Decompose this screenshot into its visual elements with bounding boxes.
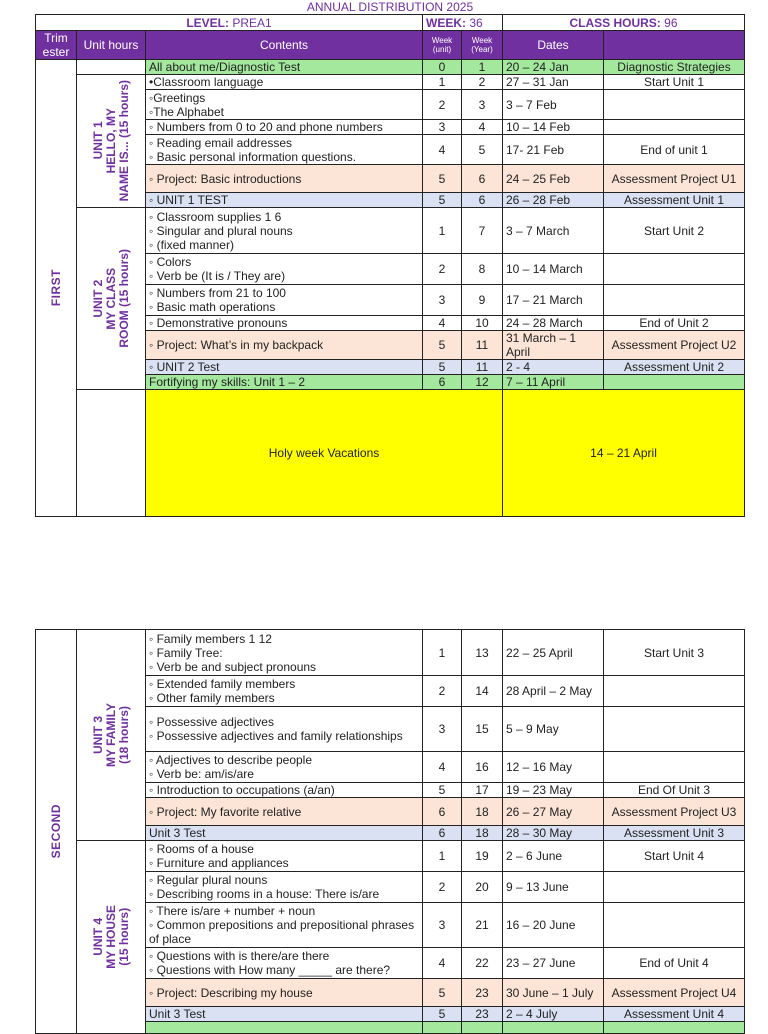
week-unit-cell: 4	[423, 135, 462, 165]
content-line: ◦ UNIT 1 TEST	[149, 193, 229, 207]
week-year-cell: 23	[462, 1007, 503, 1022]
note-cell	[604, 90, 745, 120]
note-cell	[604, 375, 745, 390]
week-unit-cell: 3	[423, 903, 462, 948]
dates-cell: 20 – 24 Jan	[503, 60, 604, 75]
dates-cell: 2 – 4 July	[503, 1007, 604, 1022]
content-cell	[146, 707, 423, 752]
unit-2-label	[77, 208, 146, 390]
content-line: All about me/Diagnostic Test	[149, 60, 301, 74]
note-cell	[604, 120, 745, 135]
dates-cell: 31 March – 1 April	[503, 331, 604, 360]
note-cell	[604, 872, 745, 903]
content-cell	[146, 331, 423, 360]
dates-cell: 9 – 13 June	[503, 872, 604, 903]
trimester-second	[36, 630, 77, 1034]
level-label: LEVEL:	[186, 15, 229, 30]
content-line: ◦ Project: Describing my house	[149, 985, 313, 1000]
note-cell	[604, 707, 745, 752]
dates-cell: 2 – 6 June	[503, 841, 604, 872]
week-year-cell: 15	[462, 707, 503, 752]
week-unit-cell: 3	[423, 285, 462, 316]
week-year-cell: 19	[462, 841, 503, 872]
dates-cell: 7 – 11 April	[503, 375, 604, 390]
header-contents: Contents	[146, 31, 423, 60]
content-line: ◦ Common prepositions and prepositional phrases of place	[149, 918, 415, 946]
content-cell	[146, 285, 423, 316]
week-year-cell: 9	[462, 285, 503, 316]
content-cell	[146, 208, 423, 254]
content-line: ◦ Family members 1 12	[149, 631, 272, 646]
table-row	[36, 75, 745, 90]
content-line: ◦The Alphabet	[149, 104, 224, 119]
content-cell	[146, 872, 423, 903]
content-line: ◦ Family Tree:	[149, 645, 223, 660]
content-cell	[146, 254, 423, 285]
week-unit-cell: 6	[423, 826, 462, 841]
dates-cell: 12 – 16 May	[503, 752, 604, 783]
note-cell: Assessment Project U3	[604, 798, 745, 826]
week-year-cell: 6	[462, 165, 503, 193]
dates-cell: 28 April – 2 May	[503, 676, 604, 707]
dates-cell: 19 – 23 May	[503, 783, 604, 798]
week-unit-cell: 2	[423, 872, 462, 903]
holiday-row	[36, 390, 745, 517]
content-line: ◦ Basic math operations	[149, 300, 276, 314]
content-cell	[146, 135, 423, 165]
content-line: ◦ Rooms of a house	[149, 842, 254, 856]
content-cell	[146, 979, 423, 1007]
note-cell: End of Unit 2	[604, 316, 745, 331]
week-unit-cell: 1	[423, 208, 462, 254]
week-year-cell: 23	[462, 979, 503, 1007]
distribution-table-first	[35, 0, 745, 517]
content-line: ◦ Adjectives to describe people	[149, 753, 313, 767]
week-unit-cell: 5	[423, 165, 462, 193]
cut-off-cell	[604, 1022, 745, 1034]
week-year-cell: 12	[462, 375, 503, 390]
dates-cell: 10 – 14 Feb	[503, 120, 604, 135]
content-line: ◦ Verb be (It is / They are)	[149, 269, 286, 283]
dates-cell: 24 – 25 Feb	[503, 165, 604, 193]
distribution-table-second	[35, 629, 745, 1034]
note-cell: Start Unit 2	[604, 208, 745, 254]
table-row	[36, 208, 745, 254]
week-year-cell: 13	[462, 630, 503, 676]
dates-cell: 16 – 20 June	[503, 903, 604, 948]
note-cell: End of unit 1	[604, 135, 745, 165]
content-line: ◦ Verb be and subject pronouns	[149, 659, 317, 674]
note-cell: Assessment Project U2	[604, 331, 745, 360]
unit-3-label-text: UNIT 3 MY FAMILY (18 hours)	[90, 702, 131, 767]
document-title: ANNUAL DISTRIBUTION 2025	[306, 0, 474, 14]
content-cell	[146, 90, 423, 120]
week-year-cell: 6	[462, 193, 503, 208]
content-line: ◦ Extended family members	[149, 677, 296, 691]
note-cell: Assessment Project U1	[604, 165, 745, 193]
week-year-cell: 16	[462, 752, 503, 783]
content-line: ◦ Numbers from 21 to 100	[149, 286, 286, 300]
content-cell	[146, 316, 423, 331]
content-line: ◦ UNIT 2 Test	[149, 360, 220, 374]
dates-cell: 22 – 25 April	[503, 630, 604, 676]
dates-cell: 3 – 7 March	[503, 208, 604, 254]
week-unit-cell: 2	[423, 90, 462, 120]
week-year-cell: 2	[462, 75, 503, 90]
week-year-cell: 14	[462, 676, 503, 707]
week-year-cell: 3	[462, 90, 503, 120]
dates-cell: 30 June – 1 July	[503, 979, 604, 1007]
content-line: ◦ Numbers from 0 to 20 and phone numbers	[149, 120, 383, 134]
header-trimester: Trim ester	[36, 31, 77, 60]
week-value: 36	[469, 15, 483, 30]
dates-cell: 2 - 4	[503, 360, 604, 375]
note-cell: Assessment Project U4	[604, 979, 745, 1007]
dates-cell: 24 – 28 March	[503, 316, 604, 331]
holiday-unit-blank	[77, 390, 146, 517]
note-cell	[604, 254, 745, 285]
content-cell	[146, 826, 423, 841]
week-unit-cell: 5	[423, 1007, 462, 1022]
week-year-cell: 5	[462, 135, 503, 165]
note-cell	[604, 903, 745, 948]
week-year-cell: 20	[462, 872, 503, 903]
cut-off-cell	[146, 1022, 423, 1034]
week-year-cell: 4	[462, 120, 503, 135]
week-year-cell: 8	[462, 254, 503, 285]
content-cell	[146, 360, 423, 375]
content-cell	[146, 1007, 423, 1022]
content-line: ◦ Project: Basic introductions	[149, 171, 302, 186]
content-line: Unit 3 Test	[149, 826, 206, 840]
note-cell: Assessment Unit 1	[604, 193, 745, 208]
unit-1-label	[77, 75, 146, 208]
content-cell	[146, 193, 423, 208]
class-hours-label: CLASS HOURS:	[569, 15, 661, 30]
week-unit-cell: 3	[423, 707, 462, 752]
dates-cell: 3 – 7 Feb	[503, 90, 604, 120]
content-line: ◦ Other family members	[149, 691, 275, 705]
week-unit-cell: 2	[423, 676, 462, 707]
dates-cell: 27 – 31 Jan	[503, 75, 604, 90]
content-line: ◦ Demonstrative pronouns	[149, 316, 288, 330]
holiday-label: Holy week Vacations	[146, 390, 503, 517]
dates-cell: 17 – 21 March	[503, 285, 604, 316]
trimester-first	[36, 60, 77, 517]
week-unit-cell: 5	[423, 331, 462, 360]
note-cell	[604, 285, 745, 316]
week-unit-cell: 4	[423, 948, 462, 979]
header-dates: Dates	[503, 31, 604, 60]
week-year-cell: 18	[462, 798, 503, 826]
content-line: ◦ Classroom supplies 1 6	[149, 209, 282, 224]
content-cell	[146, 948, 423, 979]
content-cell	[146, 903, 423, 948]
content-line: ◦ Possessive adjectives	[149, 715, 274, 729]
cut-off-cell	[423, 1022, 462, 1034]
week-cell	[423, 15, 503, 31]
week-unit-cell: 5	[423, 193, 462, 208]
week-unit-cell: 1	[423, 630, 462, 676]
unit-spacer	[77, 60, 146, 75]
cut-off-cell	[503, 1022, 604, 1034]
week-year-cell: 10	[462, 316, 503, 331]
header-notes	[604, 31, 745, 60]
content-line: ◦ Furniture and appliances	[149, 856, 289, 870]
week-unit-cell: 3	[423, 120, 462, 135]
table-row	[36, 630, 745, 676]
week-unit-cell: 0	[423, 60, 462, 75]
header-week-unit: Week (unit)	[423, 31, 462, 60]
content-line: ◦ There is/are + number + noun	[149, 904, 316, 918]
dates-cell: 10 – 14 March	[503, 254, 604, 285]
content-line: Unit 3 Test	[149, 1007, 206, 1021]
note-cell: End Of Unit 3	[604, 783, 745, 798]
level-cell	[36, 15, 423, 31]
week-unit-cell: 5	[423, 979, 462, 1007]
content-line: ◦ Basic personal information questions.	[149, 149, 357, 164]
week-unit-cell: 4	[423, 316, 462, 331]
content-cell	[146, 798, 423, 826]
table-row	[36, 60, 745, 75]
note-cell	[604, 752, 745, 783]
unit-4-label	[77, 841, 146, 1034]
dates-cell: 23 – 27 June	[503, 948, 604, 979]
content-cell	[146, 60, 423, 75]
dates-cell: 26 – 27 May	[503, 798, 604, 826]
trimester-first-text: FIRST	[49, 269, 63, 307]
unit-3-label	[77, 630, 146, 841]
week-unit-cell: 1	[423, 841, 462, 872]
dates-cell: 17- 21 Feb	[503, 135, 604, 165]
week-label: WEEK:	[426, 15, 466, 30]
content-line: ◦ Introduction to occupations (a/an)	[149, 783, 335, 797]
content-cell	[146, 375, 423, 390]
week-year-cell: 11	[462, 360, 503, 375]
week-unit-cell: 5	[423, 783, 462, 798]
note-cell: Assessment Unit 2	[604, 360, 745, 375]
week-unit-cell: 1	[423, 75, 462, 90]
content-line: ◦ Describing rooms in a house: There is/are	[149, 887, 380, 901]
header-unit-hours: Unit hours	[77, 31, 146, 60]
content-line: ◦ Singular and plural nouns	[149, 223, 293, 238]
week-year-cell: 11	[462, 331, 503, 360]
content-cell	[146, 75, 423, 90]
unit-4-label-text: UNIT 4 MY HOUSE (15 hours)	[90, 905, 131, 969]
content-line: ◦ Questions with How many _____ are there?	[149, 963, 391, 977]
content-line: ◦ Project: My favorite relative	[149, 804, 302, 819]
content-cell	[146, 165, 423, 193]
content-line: ◦ Colors	[149, 255, 192, 269]
content-line: ◦ Possessive adjectives and family relationships	[149, 729, 403, 743]
note-cell: Diagnostic Strategies	[604, 60, 745, 75]
content-line: ◦ Reading email addresses	[149, 135, 292, 150]
note-cell	[604, 676, 745, 707]
header-row	[36, 31, 745, 60]
dates-cell: 26 – 28 Feb	[503, 193, 604, 208]
content-line: ◦ Project: What’s in my backpack	[149, 338, 324, 352]
week-unit-cell: 6	[423, 798, 462, 826]
content-line: ◦ Verb be: am/is/are	[149, 767, 254, 781]
week-unit-cell: 6	[423, 375, 462, 390]
content-cell	[146, 841, 423, 872]
content-line: ◦Greetings	[149, 90, 206, 105]
level-value: PREA1	[232, 15, 272, 30]
content-line: ◦ (fixed manner)	[149, 237, 234, 252]
note-cell: Assessment Unit 3	[604, 826, 745, 841]
cut-off-cell	[462, 1022, 503, 1034]
table-row	[36, 841, 745, 872]
note-cell: Start Unit 3	[604, 630, 745, 676]
note-cell: End of Unit 4	[604, 948, 745, 979]
week-year-cell: 22	[462, 948, 503, 979]
week-year-cell: 17	[462, 783, 503, 798]
content-cell	[146, 783, 423, 798]
header-week-year: Week (Year)	[462, 31, 503, 60]
content-cell	[146, 752, 423, 783]
content-line: •Classroom language	[149, 75, 264, 89]
class-hours-value: 96	[664, 15, 678, 30]
content-cell	[146, 676, 423, 707]
note-cell: Start Unit 4	[604, 841, 745, 872]
week-year-cell: 1	[462, 60, 503, 75]
week-year-cell: 18	[462, 826, 503, 841]
holiday-dates: 14 – 21 April	[503, 390, 745, 517]
content-line: Fortifying my skills: Unit 1 – 2	[149, 375, 306, 389]
unit-1-label-text: UNIT 1 HELLO, MY NAME IS... (15 hours)	[90, 80, 131, 202]
content-cell	[146, 120, 423, 135]
week-year-cell: 21	[462, 903, 503, 948]
content-line: ◦ Questions with is there/are there	[149, 949, 330, 963]
class-hours-cell	[503, 15, 745, 31]
content-line: ◦ Regular plural nouns	[149, 873, 268, 887]
week-unit-cell: 4	[423, 752, 462, 783]
week-unit-cell: 5	[423, 360, 462, 375]
content-cell	[146, 630, 423, 676]
dates-cell: 5 – 9 May	[503, 707, 604, 752]
dates-cell: 28 – 30 May	[503, 826, 604, 841]
trimester-second-text: SECOND	[49, 804, 63, 859]
week-year-cell: 7	[462, 208, 503, 254]
note-cell: Start Unit 1	[604, 75, 745, 90]
unit-2-label-text: UNIT 2 MY CLASS ROOM (15 hours)	[90, 249, 131, 348]
week-unit-cell: 2	[423, 254, 462, 285]
note-cell: Assessment Unit 4	[604, 1007, 745, 1022]
